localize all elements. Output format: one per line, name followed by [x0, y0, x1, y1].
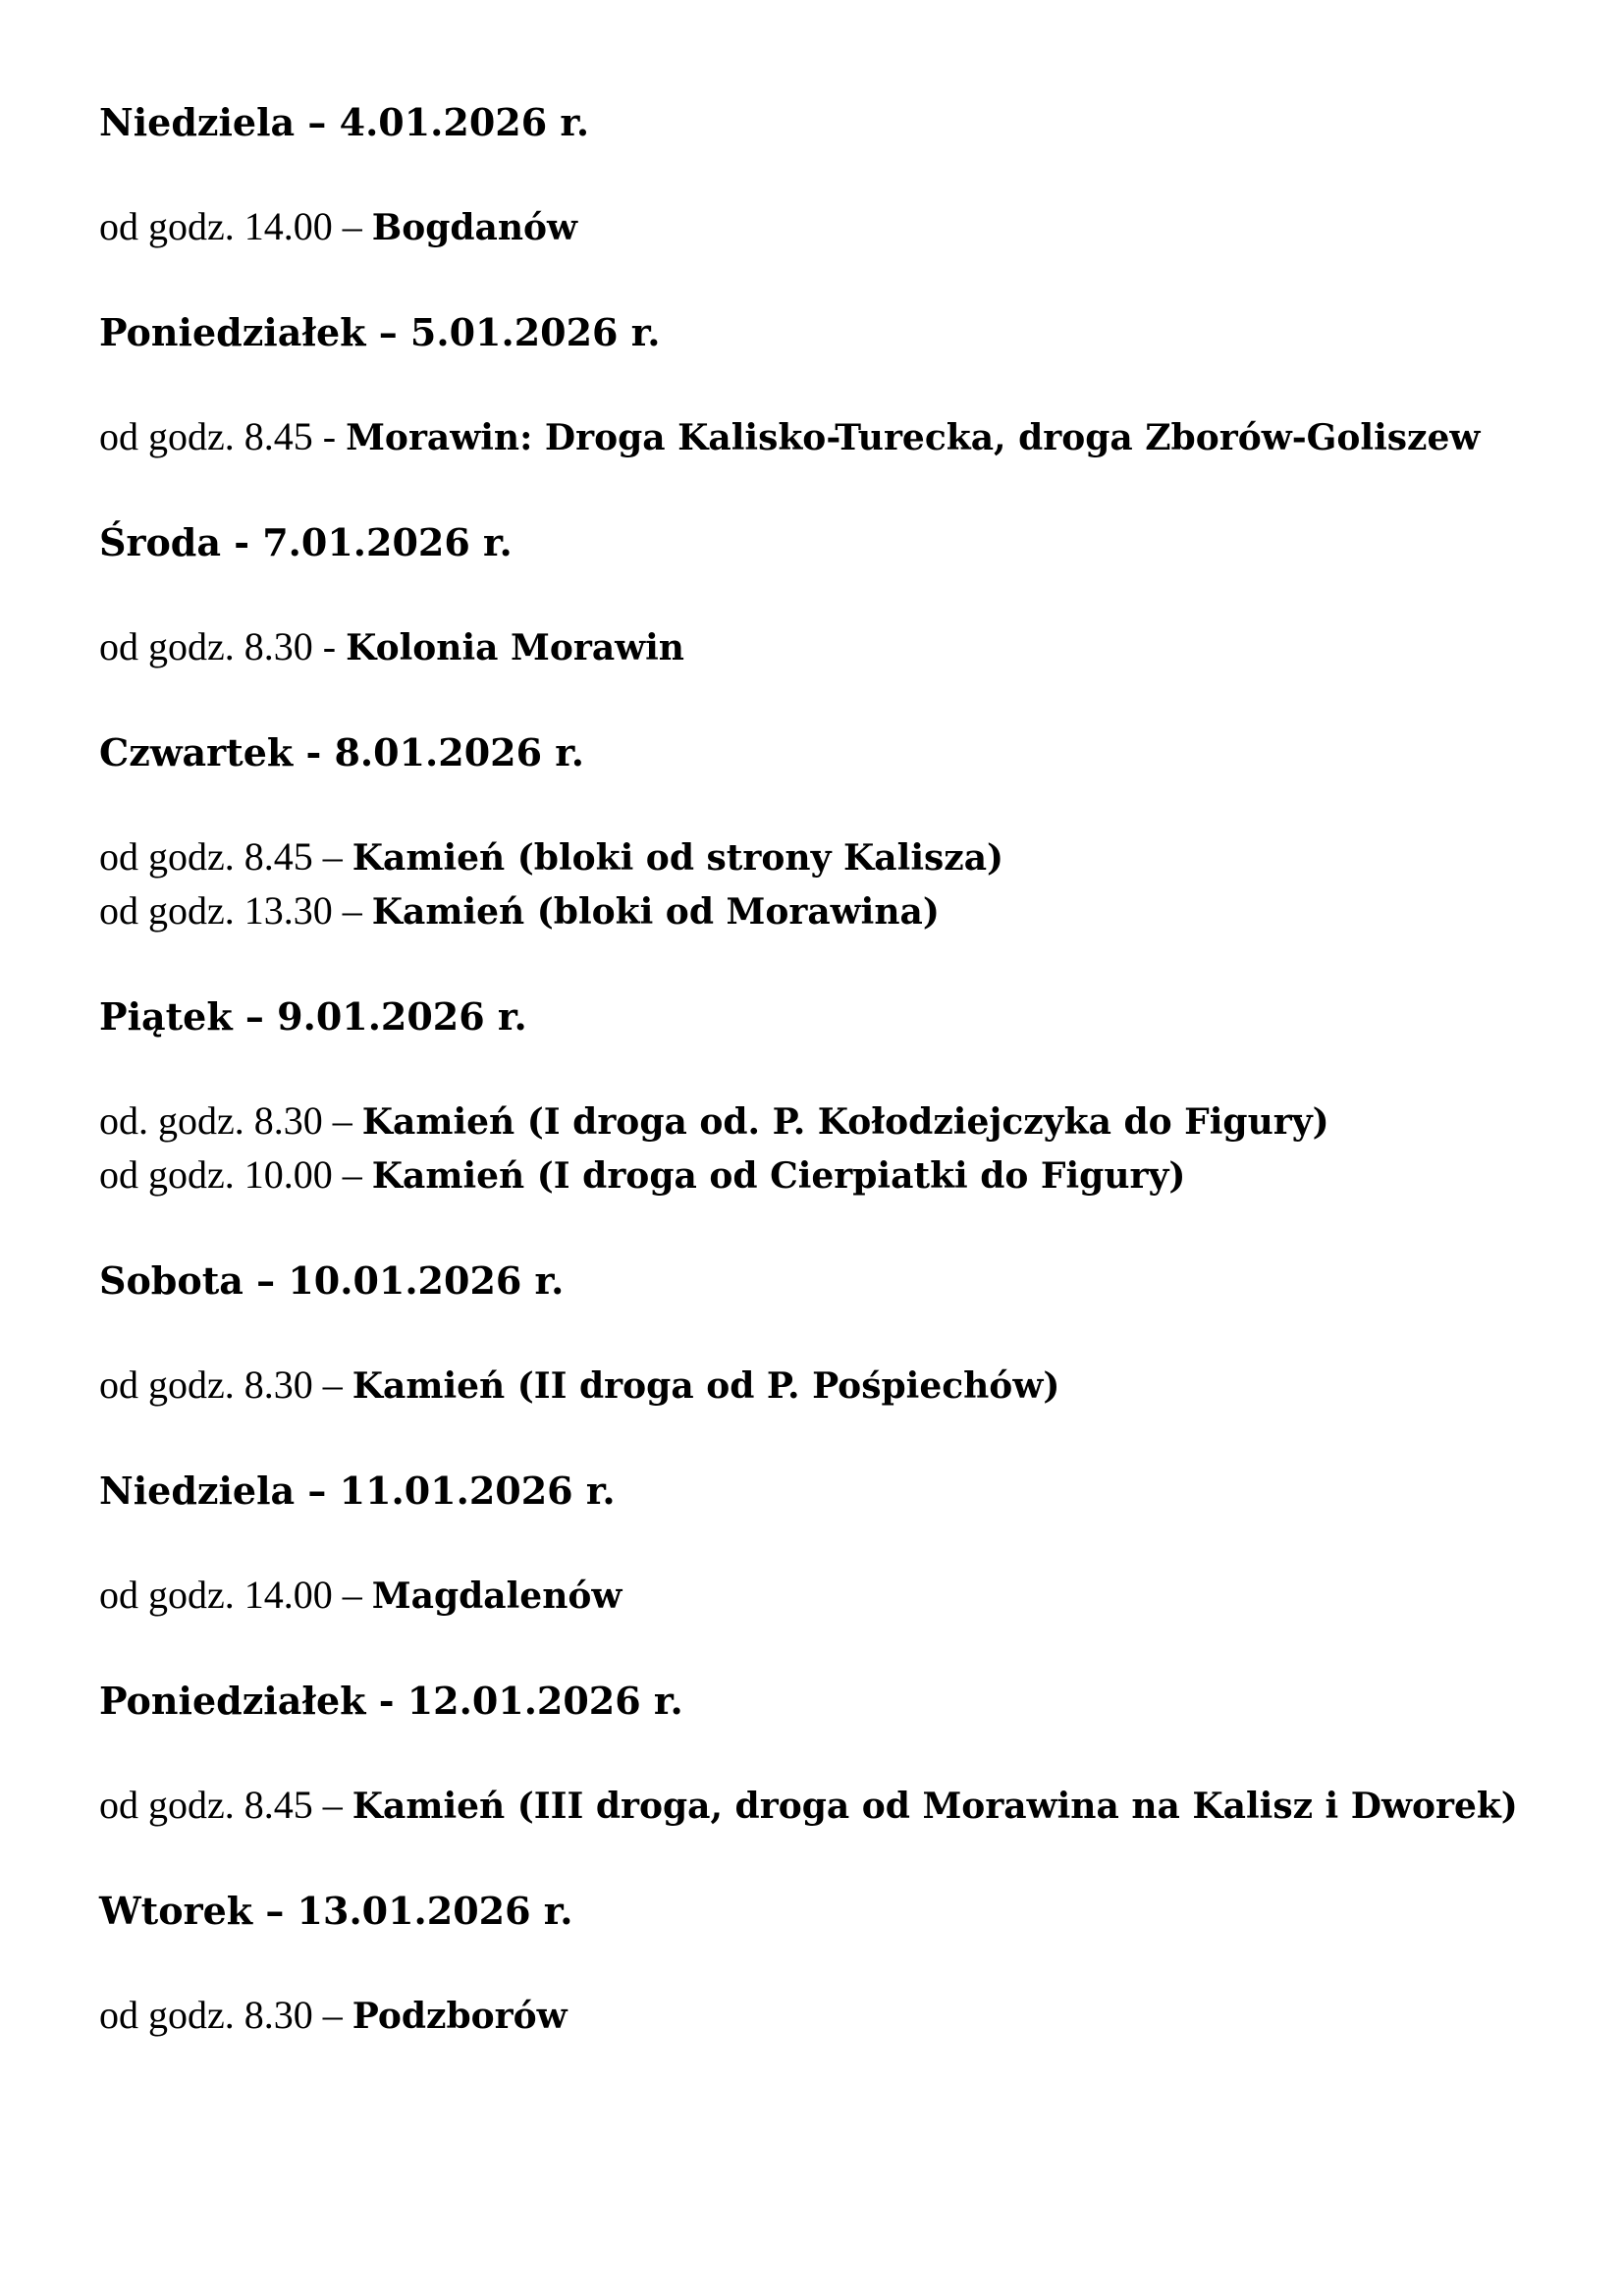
schedule-list — [99, 96, 1533, 2095]
day-entries — [99, 1095, 1533, 1202]
schedule-entry — [99, 200, 1533, 254]
day-entries — [99, 1569, 1533, 1623]
entry-time: od godz. 14.00 – — [99, 204, 372, 248]
day-section — [99, 1885, 1533, 2043]
schedule-entry — [99, 1779, 1533, 1833]
day-heading: Piątek – 9.01.2026 r. — [99, 994, 527, 1039]
schedule-entry — [99, 620, 1533, 674]
day-section — [99, 1255, 1533, 1413]
entry-place: Podzborów — [352, 1996, 568, 2037]
schedule-entry — [99, 1359, 1533, 1413]
entry-time: od godz. 8.45 – — [99, 1783, 352, 1827]
entry-time: od godz. 8.30 - — [99, 624, 347, 668]
day-heading: Niedziela – 4.01.2026 r. — [99, 100, 590, 144]
day-entries — [99, 1989, 1533, 2043]
schedule-entry — [99, 1569, 1533, 1623]
entry-time: od godz. 10.00 – — [99, 1152, 372, 1197]
day-heading: Poniedziałek – 5.01.2026 r. — [99, 310, 661, 354]
day-section — [99, 96, 1533, 254]
day-entries — [99, 620, 1533, 674]
entry-time: od godz. 13.30 – — [99, 888, 372, 933]
day-section — [99, 1675, 1533, 1833]
entry-place: Kamień (II droga od P. Pośpiechów) — [352, 1365, 1060, 1407]
day-heading: Czwartek - 8.01.2026 r. — [99, 730, 584, 774]
entry-time: od godz. 8.30 – — [99, 1993, 352, 2037]
day-entries — [99, 200, 1533, 254]
day-heading: Wtorek – 13.01.2026 r. — [99, 1889, 573, 1933]
entry-place: Kamień (III droga, droga od Morawina na Kalisz i Dworek) — [352, 1786, 1518, 1827]
entry-time: od godz. 8.30 – — [99, 1362, 352, 1407]
entry-place: Magdalenów — [371, 1575, 623, 1617]
entry-time: od. godz. 8.30 – — [99, 1098, 362, 1143]
schedule-entry — [99, 830, 1533, 884]
entry-place: Bogdanów — [371, 207, 578, 248]
schedule-entry — [99, 410, 1533, 464]
entry-place: Kolonia Morawin — [346, 627, 684, 668]
entry-place: Kamień (bloki od Morawina) — [371, 891, 940, 933]
schedule-entry — [99, 1095, 1533, 1148]
entry-time: od godz. 8.45 - — [99, 414, 347, 458]
day-section — [99, 516, 1533, 674]
entry-place: Kamień (bloki od strony Kalisza) — [352, 837, 1004, 879]
entry-place: Morawin: Droga Kalisko-Turecka, droga Zborów-Goliszew — [346, 417, 1481, 458]
day-heading: Sobota – 10.01.2026 r. — [99, 1258, 565, 1303]
entry-time: od godz. 14.00 – — [99, 1573, 372, 1617]
day-section — [99, 306, 1533, 464]
day-entries — [99, 1359, 1533, 1413]
day-heading: Niedziela – 11.01.2026 r. — [99, 1468, 616, 1513]
day-entries — [99, 830, 1533, 938]
day-section — [99, 1465, 1533, 1623]
schedule-entry — [99, 1989, 1533, 2043]
entry-place: Kamień (I droga od. P. Kołodziejczyka do Figury) — [361, 1101, 1329, 1143]
day-entries — [99, 410, 1533, 464]
day-heading: Środa - 7.01.2026 r. — [99, 520, 513, 564]
day-section — [99, 990, 1533, 1202]
entry-place: Kamień (I droga od Cierpiatki do Figury) — [371, 1155, 1186, 1197]
schedule-entry — [99, 1148, 1533, 1202]
schedule-entry — [99, 884, 1533, 938]
day-entries — [99, 1779, 1533, 1833]
entry-time: od godz. 8.45 – — [99, 834, 352, 879]
day-section — [99, 726, 1533, 938]
day-heading: Poniedziałek - 12.01.2026 r. — [99, 1679, 683, 1723]
